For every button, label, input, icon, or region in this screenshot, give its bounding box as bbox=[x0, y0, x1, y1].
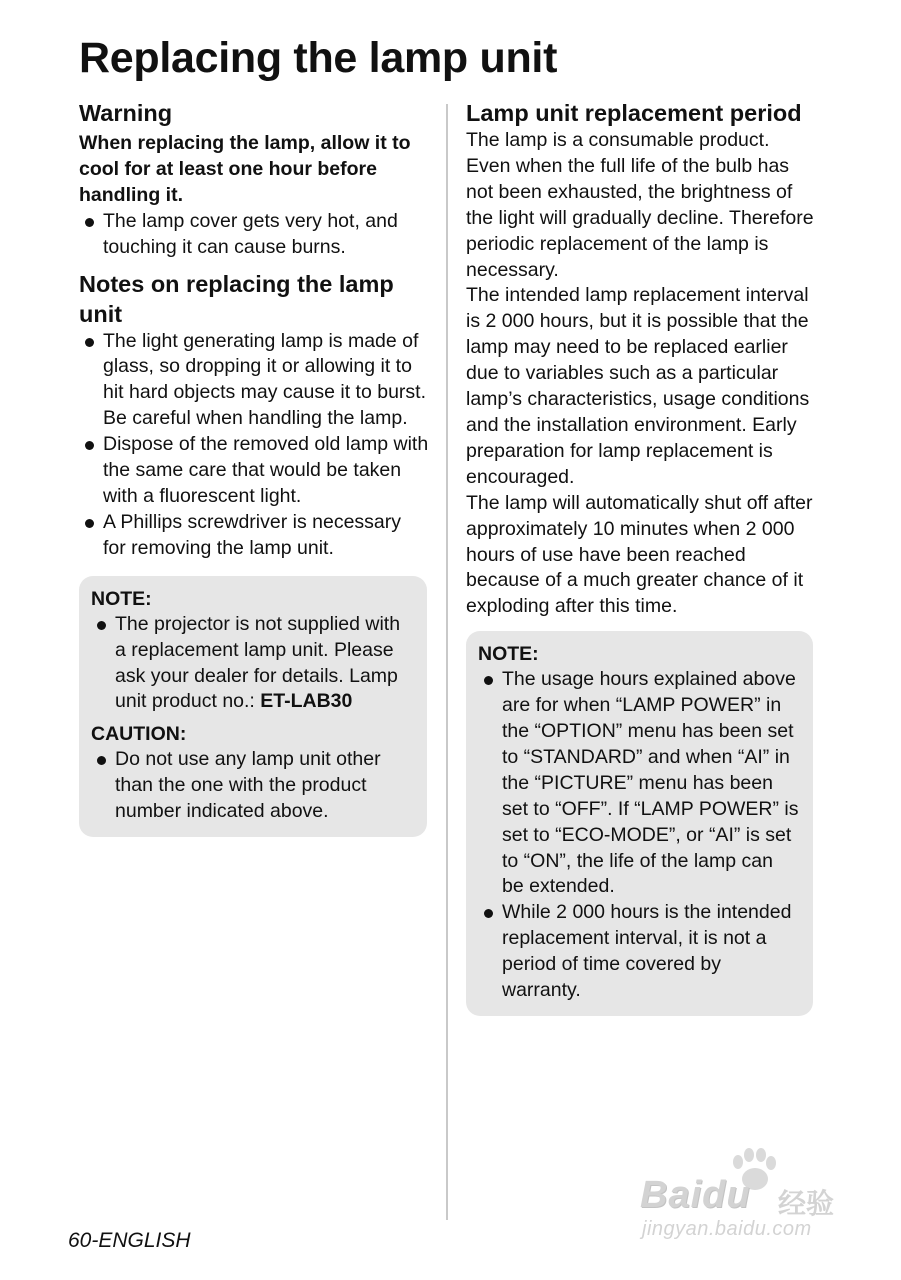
notes-heading: Notes on replacing the lamp unit bbox=[79, 270, 394, 327]
note-label: NOTE: bbox=[478, 643, 539, 666]
paragraph: The intended lamp replacement interval is 2 000 hours, but it is possible that the lamp may need to be replaced earlier due to variables such as a particular lamp’s characteristics, usage conditions and the installation environment. Early preparation for lamp replacement is encouraged. bbox=[466, 284, 810, 488]
replacement-period-heading: Lamp unit replacement period bbox=[466, 100, 802, 126]
warning-bullets bbox=[79, 209, 429, 261]
note-text: The projector is not supplied with a replacement lamp unit. Please ask your dealer for details. Lamp unit product no.: bbox=[115, 612, 401, 713]
baidu-watermark bbox=[636, 1148, 846, 1248]
watermark-logo: Baidu bbox=[640, 1174, 751, 1216]
left-column bbox=[79, 98, 429, 837]
note-bullets bbox=[478, 667, 799, 1004]
warning-heading: Warning bbox=[79, 100, 173, 126]
watermark-cn: 经验 bbox=[778, 1188, 835, 1219]
page-title: Replacing the lamp unit bbox=[79, 34, 558, 82]
column-divider bbox=[446, 104, 448, 1220]
caution-label: CAUTION: bbox=[91, 723, 187, 746]
footer-lang-rest: NGLISH bbox=[112, 1229, 191, 1252]
list-item: A Phillips screwdriver is necessary for removing the lamp unit. bbox=[79, 510, 429, 562]
right-column bbox=[466, 98, 816, 1016]
page-number: 60- bbox=[68, 1229, 99, 1252]
list-item bbox=[91, 612, 413, 716]
list-item: The lamp cover gets very hot, and touching it can cause burns. bbox=[79, 209, 429, 261]
list-item: The light generating lamp is made of glass, so dropping it or allowing it to hit hard objects may cause it to burst. Be careful when handling the lamp. bbox=[79, 329, 429, 433]
paragraph: The lamp will automatically shut off after approximately 10 minutes when 2 000 hours of use have been reached because of a much greater chance of it exploding after this time. bbox=[466, 491, 813, 618]
note-bullets bbox=[91, 612, 413, 716]
note-box-right bbox=[466, 631, 813, 1016]
warning-lead: When replacing the lamp, allow it to cool for at least one hour before handling it. bbox=[79, 132, 411, 206]
watermark-url: jingyan.baidu.com bbox=[642, 1218, 812, 1240]
footer-lang-first: E bbox=[98, 1229, 113, 1252]
caution-bullets bbox=[91, 747, 413, 825]
note-box-left bbox=[79, 576, 427, 837]
note-label: NOTE: bbox=[91, 587, 152, 610]
page-footer bbox=[68, 1229, 191, 1253]
notes-bullets bbox=[79, 329, 429, 562]
list-item: While 2 000 hours is the intended replacement interval, it is not a period of time covered by warranty. bbox=[478, 900, 799, 1004]
list-item: The usage hours explained above are for when “LAMP POWER” in the “OPTION” menu has been set to “STANDARD” and when “AI” in the “PICTURE” menu has been set to “OFF”. If “LAMP POWER” is set to “ECO-MODE”, or “AI” is set to “ON”, the life of the lamp can be extended. bbox=[478, 667, 799, 900]
product-number: ET-LAB30 bbox=[260, 690, 353, 713]
list-item: Do not use any lamp unit other than the one with the product number indicated above. bbox=[91, 747, 413, 825]
paragraph: The lamp is a consumable product. Even when the full life of the bulb has not been exhausted, the brightness of the light will gradually decline. Therefore periodic replacement of the lamp is necessary. bbox=[466, 129, 814, 281]
list-item: Dispose of the removed old lamp with the same care that would be taken with a fluorescent light. bbox=[79, 432, 429, 510]
